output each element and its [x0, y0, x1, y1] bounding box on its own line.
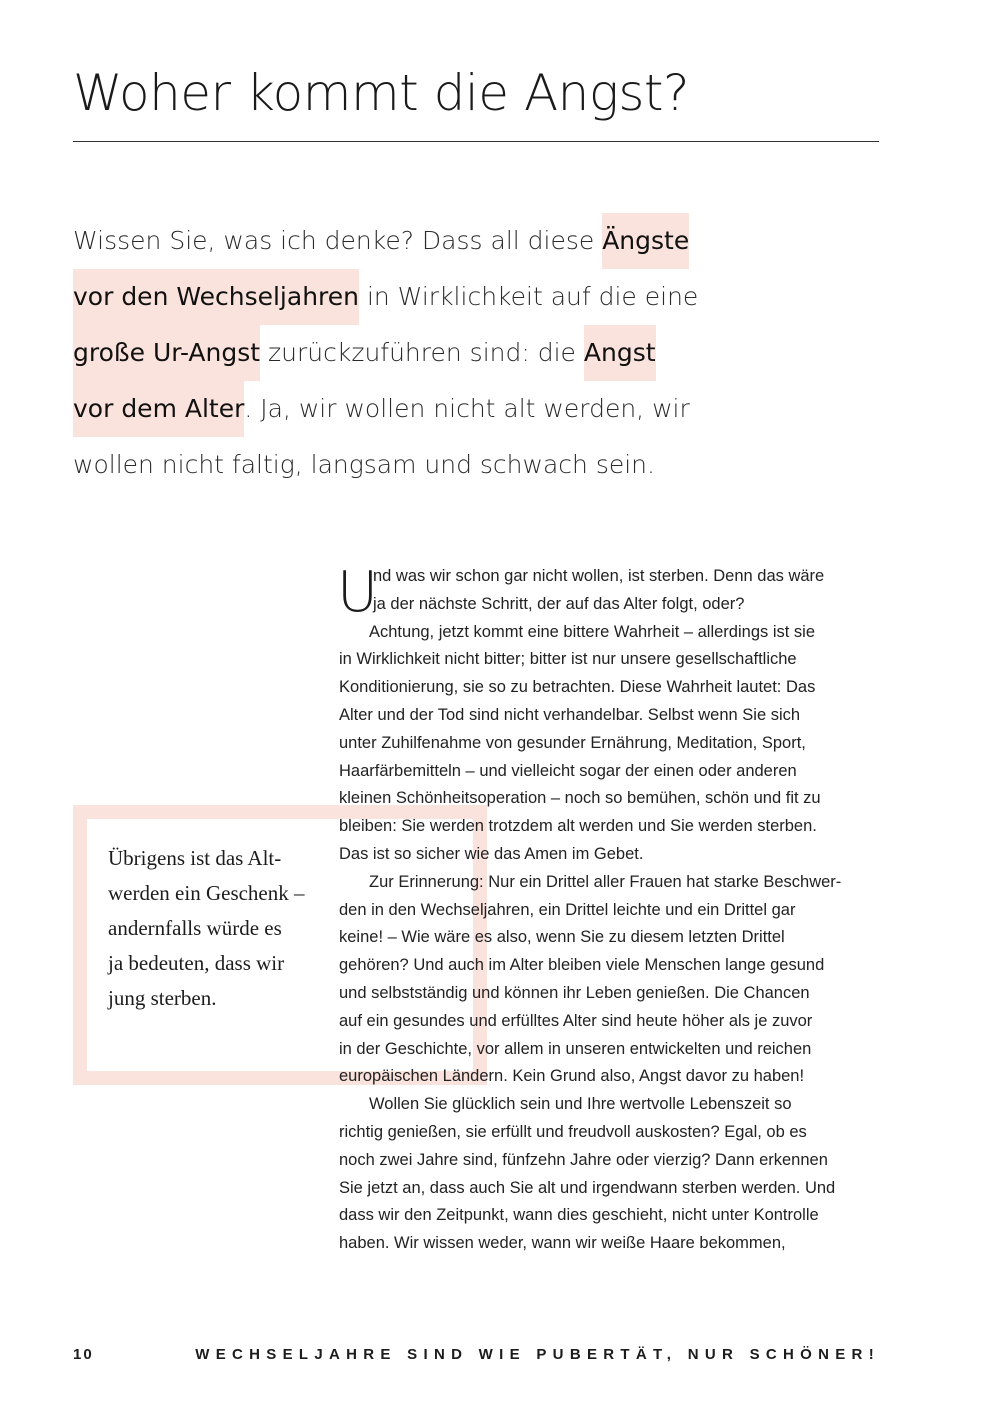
body-line: Zur Erinnerung: Nur ein Drittel aller Frauen hat starke Beschwer-	[369, 872, 842, 891]
body-line: europäischen Ländern. Kein Grund also, Angst davor zu haben!	[339, 1067, 805, 1086]
running-footer-title: WECHSELJAHRE SIND WIE PUBERTÄT, NUR SCHÖNER!	[195, 1346, 880, 1363]
highlighted-phrase: vor dem Alter	[73, 381, 244, 437]
quote-line: werden ein Geschenk –	[108, 881, 305, 905]
intro-paragraph	[73, 213, 879, 493]
body-line: richtig genießen, sie erfüllt und freudvoll auskosten? Egal, ob es	[339, 1122, 807, 1141]
page-title: Woher kommt die Angst?	[73, 64, 690, 122]
body-line: dass wir den Zeitpunkt, wann dies geschieht, nicht unter Kontrolle	[339, 1206, 819, 1225]
body-text	[337, 560, 884, 1258]
intro-line	[73, 213, 879, 269]
body-line: nd was wir schon gar nicht wollen, ist sterben. Denn das wäre	[373, 567, 825, 585]
body-line: Alter und der Tod sind nicht verhandelbar. Selbst wenn Sie sich	[339, 705, 801, 724]
intro-text: in Wirklichkeit auf die eine	[359, 282, 699, 311]
intro-line	[73, 269, 879, 325]
body-line: Wollen Sie glücklich sein und Ihre wertvolle Lebenszeit so	[369, 1095, 792, 1114]
intro-text: Wissen Sie, was ich denke? Dass all diese	[73, 226, 603, 255]
highlighted-phrase: große Ur-Angst	[73, 325, 260, 381]
body-line: Das ist so sicher wie das Amen im Gebet.	[339, 844, 644, 863]
body-line: Achtung, jetzt kommt eine bittere Wahrheit – allerdings ist sie	[369, 622, 816, 641]
body-line: ja der nächste Schritt, der auf das Alter folgt, oder?	[373, 594, 745, 613]
body-line: haben. Wir wissen weder, wann wir weiße Haare bekommen,	[339, 1234, 786, 1253]
quote-line: ja bedeuten, dass wir	[108, 951, 285, 975]
body-line: Haarfärbemitteln – und vielleicht sogar der einen oder anderen	[339, 761, 797, 780]
quote-line: andernfalls würde es	[108, 916, 282, 940]
page-number: 10	[73, 1346, 94, 1363]
intro-text: zurückzuführen sind: die	[260, 338, 584, 367]
pull-quote	[108, 841, 338, 1016]
body-line: in der Geschichte, vor allem in unseren entwickelten und reichen	[339, 1039, 812, 1058]
highlighted-phrase: Angst	[584, 325, 656, 381]
drop-cap: U	[337, 560, 378, 625]
body-line: kleinen Schönheitsoperation – noch so bemühen, schön und fit zu	[339, 789, 821, 808]
intro-line	[73, 325, 879, 381]
intro-text: wollen nicht faltig, langsam und schwach sein.	[73, 450, 655, 479]
body-line: auf ein gesundes und erfülltes Alter sind heute höher als je zuvor	[339, 1011, 813, 1030]
highlighted-phrase: vor den Wechseljahren	[73, 269, 359, 325]
body-line: keine! – Wie wäre es also, wenn Sie zu diesem letzten Drittel	[339, 928, 785, 947]
body-line: bleiben: Sie werden trotzdem alt werden und Sie werden sterben.	[339, 817, 817, 836]
intro-line	[73, 437, 879, 493]
body-line: und selbstständig und können ihr Leben genießen. Die Chancen	[339, 983, 810, 1002]
intro-text: . Ja, wir wollen nicht alt werden, wir	[244, 394, 690, 423]
body-line: noch zwei Jahre sind, fünfzehn Jahre oder vierzig? Dann erkennen	[339, 1150, 828, 1169]
quote-line: Übrigens ist das Alt-	[108, 846, 282, 870]
body-line: Konditionierung, sie so zu betrachten. Diese Wahrheit lautet: Das	[339, 678, 816, 697]
body-line: unter Zuhilfenahme von gesunder Ernährung, Meditation, Sport,	[339, 733, 806, 752]
body-line: den in den Wechseljahren, ein Drittel leichte und ein Drittel gar	[339, 900, 796, 919]
quote-line: jung sterben.	[108, 986, 217, 1010]
body-line: gehören? Und auch im Alter bleiben viele Menschen lange gesund	[339, 956, 825, 975]
highlighted-phrase: Ängste	[602, 213, 689, 269]
body-line: Sie jetzt an, dass auch Sie alt und irgendwann sterben werden. Und	[339, 1178, 836, 1197]
intro-line	[73, 381, 879, 437]
body-line: in Wirklichkeit nicht bitter; bitter ist nur unsere gesellschaftliche	[339, 650, 797, 669]
title-divider	[73, 141, 879, 142]
